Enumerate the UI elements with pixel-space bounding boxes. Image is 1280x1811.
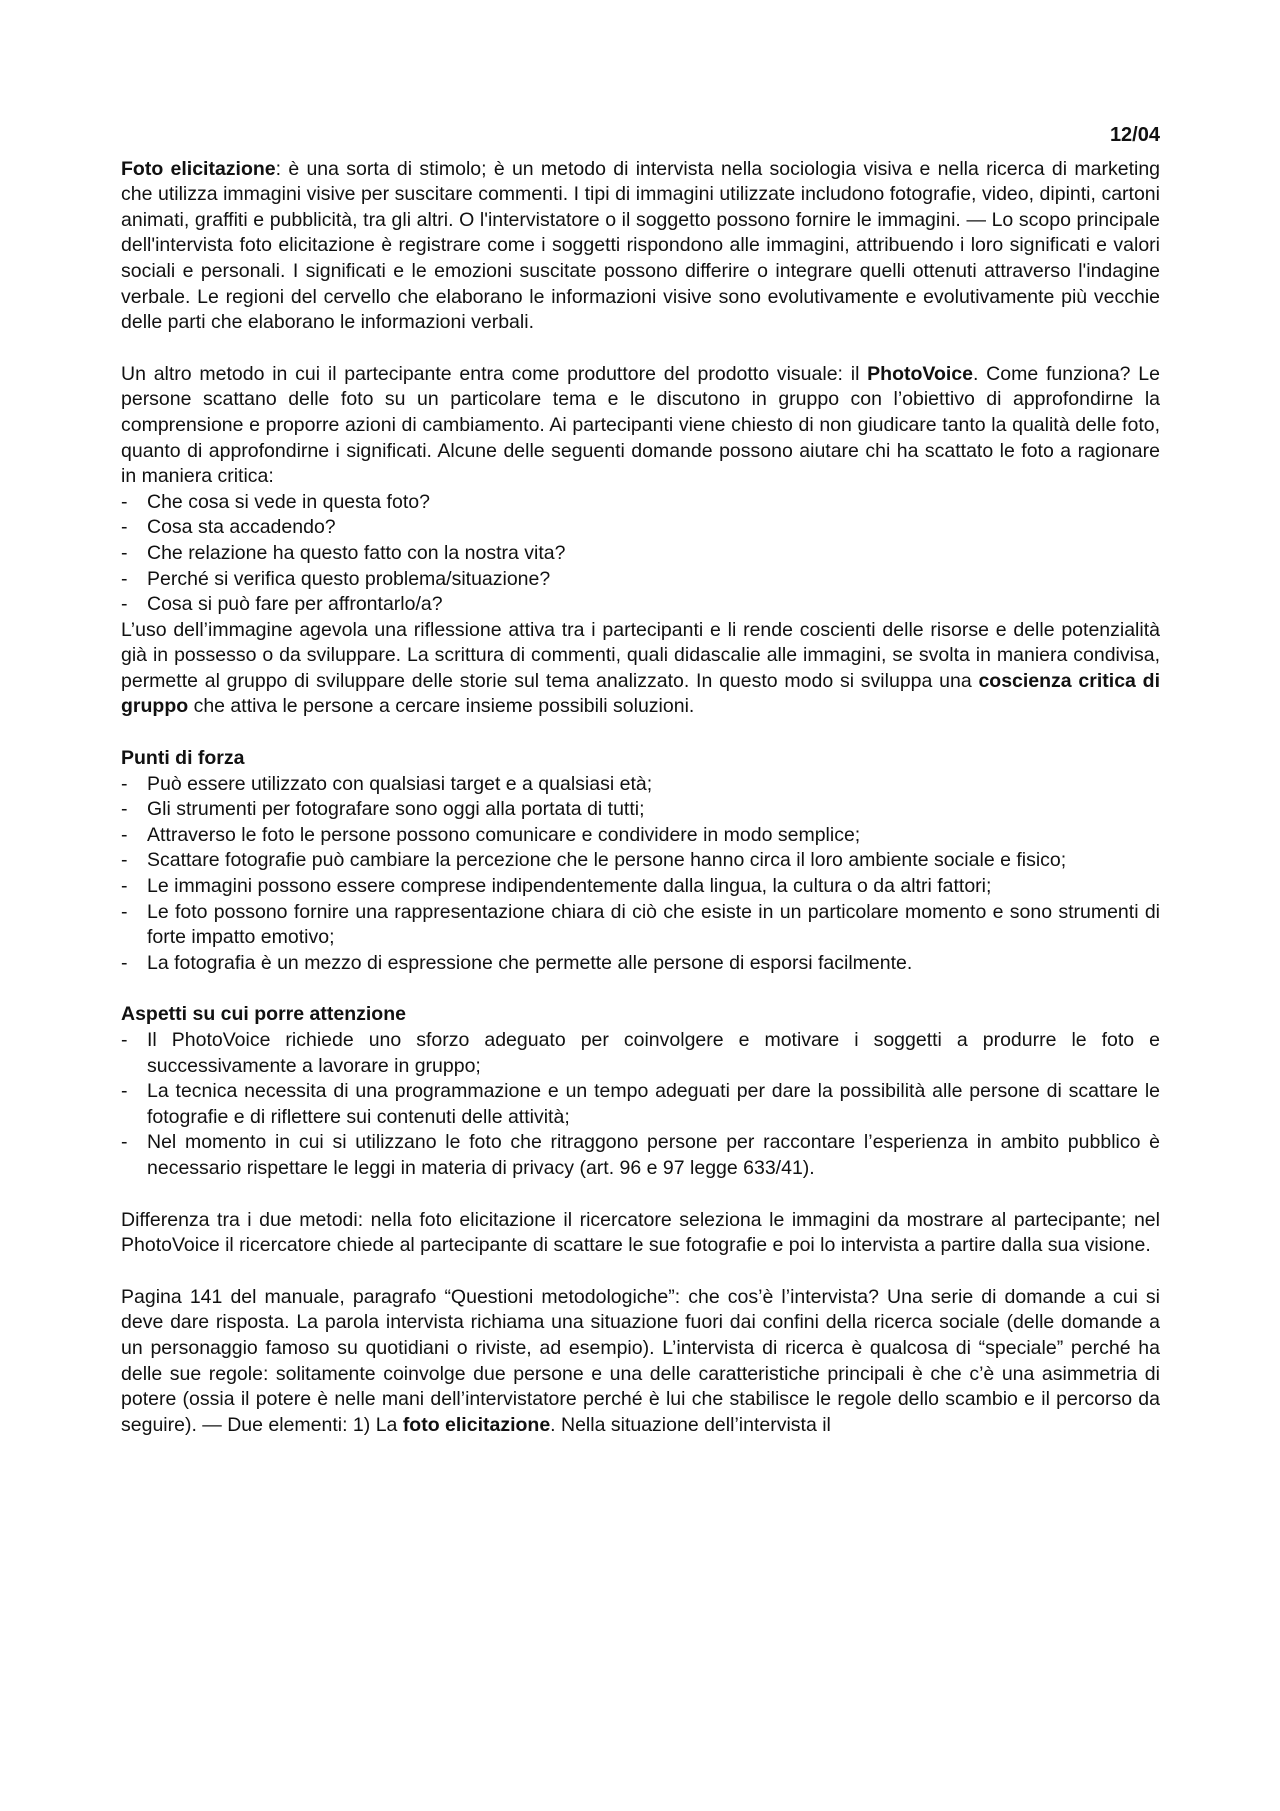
list-item: - Nel momento in cui si utilizzano le foto che ritraggono persone per raccontare l’esperienza in ambito pubblico è necessario rispettare le leggi in materia di privacy (art. 96 e 97 legge 633/41). xyxy=(121,1130,1160,1181)
list-item: - La tecnica necessita di una programmazione e un tempo adeguati per dare la possibilità alle persone di scattare le fotografie e di riflettere sui contenuti delle attività; xyxy=(121,1079,1160,1130)
paragraph-text: . Nella situazione dell’intervista il xyxy=(550,1413,831,1436)
paragraph-immagine xyxy=(121,618,1160,720)
list-item: - Le immagini possono essere comprese indipendentemente dalla lingua, la cultura o da altri fattori; xyxy=(121,874,1160,900)
list-item: - Il PhotoVoice richiede uno sforzo adeguato per coinvolgere e motivare i soggetti a produrre le foto e successivamente a lavorare in gruppo; xyxy=(121,1028,1160,1079)
strengths-list xyxy=(121,772,1160,977)
list-item: - Che cosa si vede in questa foto? xyxy=(121,490,1160,516)
paragraph-photovoice xyxy=(121,362,1160,490)
term-coscienza-critica: coscienza critica di gruppo xyxy=(121,669,1160,718)
paragraph-text: Un altro metodo in cui il partecipante entra come produttore del prodotto visuale: il xyxy=(121,362,868,385)
list-item: - Perché si verifica questo problema/situazione? xyxy=(121,567,1160,593)
list-item: - Cosa si può fare per affrontarlo/a? xyxy=(121,592,1160,618)
paragraph-text: : è una sorta di stimolo; è un metodo di intervista nella sociologia visiva e nella ricerca di marketing che utilizza immagini visive per suscitare commenti. I tipi di immagini utilizzate includono fotografie, video, dipinti, cartoni animati, graffiti e pubblicità, tra gli altri. O l'intervistatore o il soggetto possono fornire le immagini. — Lo scopo principale dell'intervista foto elicitazione è registrare come i soggetti rispondono alle immagini, attribuendo i loro significati e valori sociali e personali. I significati e le emozioni suscitate possono differire o integrare quelli ottenuti attraverso l'indagine verbale. Le regioni del cervello che elaborano le informazioni visive sono evolutivamente e evolutivamente più vecchie delle parti che elaborano le informazioni verbali. xyxy=(121,157,1161,334)
list-item: - Può essere utilizzato con qualsiasi target e a qualsiasi età; xyxy=(121,772,1160,798)
paragraph-text: L’uso dell’immagine agevola una riflessione attiva tra i partecipanti e li rende coscienti delle risorse e delle potenzialità già in possesso o da sviluppare. La scrittura di commenti, quali didascalie alle immagini, se svolta in maniera condivisa, permette al gruppo di sviluppare delle storie sul tema analizzato. In questo modo si sviluppa una xyxy=(121,618,1160,692)
page-date: 12/04 xyxy=(1109,124,1160,146)
paragraph-foto-elicitazione xyxy=(121,157,1160,336)
heading-aspetti-attenzione: Aspetti su cui porre attenzione xyxy=(121,1003,406,1026)
paragraph-text: Pagina 141 del manuale, paragrafo “Questioni metodologiche”: che cos’è l’intervista? Una serie di domande a cui si deve dare risposta. La parola intervista richiama una situazione fuori dai confini della ricerca sociale (delle domande a un personaggio famoso su quotidiani o riviste, ad esempio). L’intervista di ricerca è qualcosa di “speciale” perché ha delle sue regole: solitamente coinvolge due persone e una delle caratteristiche principali è che c’è una asimmetria di potere (ossia il potere è nelle mani dell’intervistatore perché è lui che stabilisce le regole dello scambio e il percorso da seguire). — Due elementi: 1) La xyxy=(121,1285,1160,1436)
list-item: - Attraverso le foto le persone possono comunicare e condividere in modo semplice; xyxy=(121,823,1160,849)
paragraph-text: che attiva le persone a cercare insieme possibili soluzioni. xyxy=(188,695,695,718)
heading-punti-di-forza: Punti di forza xyxy=(121,747,245,770)
term-foto-elicitazione-2: foto elicitazione xyxy=(402,1413,551,1436)
list-item: - Le foto possono fornire una rappresentazione chiara di ciò che esiste in un particolare momento e sono strumenti di forte impatto emotivo; xyxy=(121,900,1160,951)
list-item: - Gli strumenti per fotografare sono oggi alla portata di tutti; xyxy=(121,797,1160,823)
questions-list xyxy=(121,490,1160,618)
page-content xyxy=(121,123,1160,1438)
list-item: - Cosa sta accadendo? xyxy=(121,515,1160,541)
list-item: - La fotografia è un mezzo di espressione che permette alle persone di esporsi facilmente. xyxy=(121,951,1160,977)
term-foto-elicitazione: Foto elicitazione xyxy=(121,157,276,180)
attention-list xyxy=(121,1028,1160,1182)
list-item: - Che relazione ha questo fatto con la nostra vita? xyxy=(121,541,1160,567)
paragraph-differenza: Differenza tra i due metodi: nella foto elicitazione il ricercatore seleziona le immagini da mostrare al partecipante; nel PhotoVoice il ricercatore chiede al partecipante di scattare le sue fotografie e poi lo intervista a partire dalla sua visione. xyxy=(121,1208,1160,1257)
list-item: - Scattare fotografie può cambiare la percezione che le persone hanno circa il loro ambiente sociale e fisico; xyxy=(121,848,1160,874)
term-photovoice: PhotoVoice xyxy=(867,362,973,385)
paragraph-intervista xyxy=(121,1285,1160,1439)
paragraph-text: . Come funziona? Le persone scattano delle foto su un particolare tema e le discutono in gruppo con l’obiettivo di approfondirne la comprensione e proporre azioni di cambiamento. Ai partecipanti viene chiesto di non giudicare tanto la qualità delle foto, quanto di approfondirne i significati. Alcune delle seguenti domande possono aiutare chi ha scattato le foto a ragionare in maniera critica: xyxy=(121,362,1160,488)
